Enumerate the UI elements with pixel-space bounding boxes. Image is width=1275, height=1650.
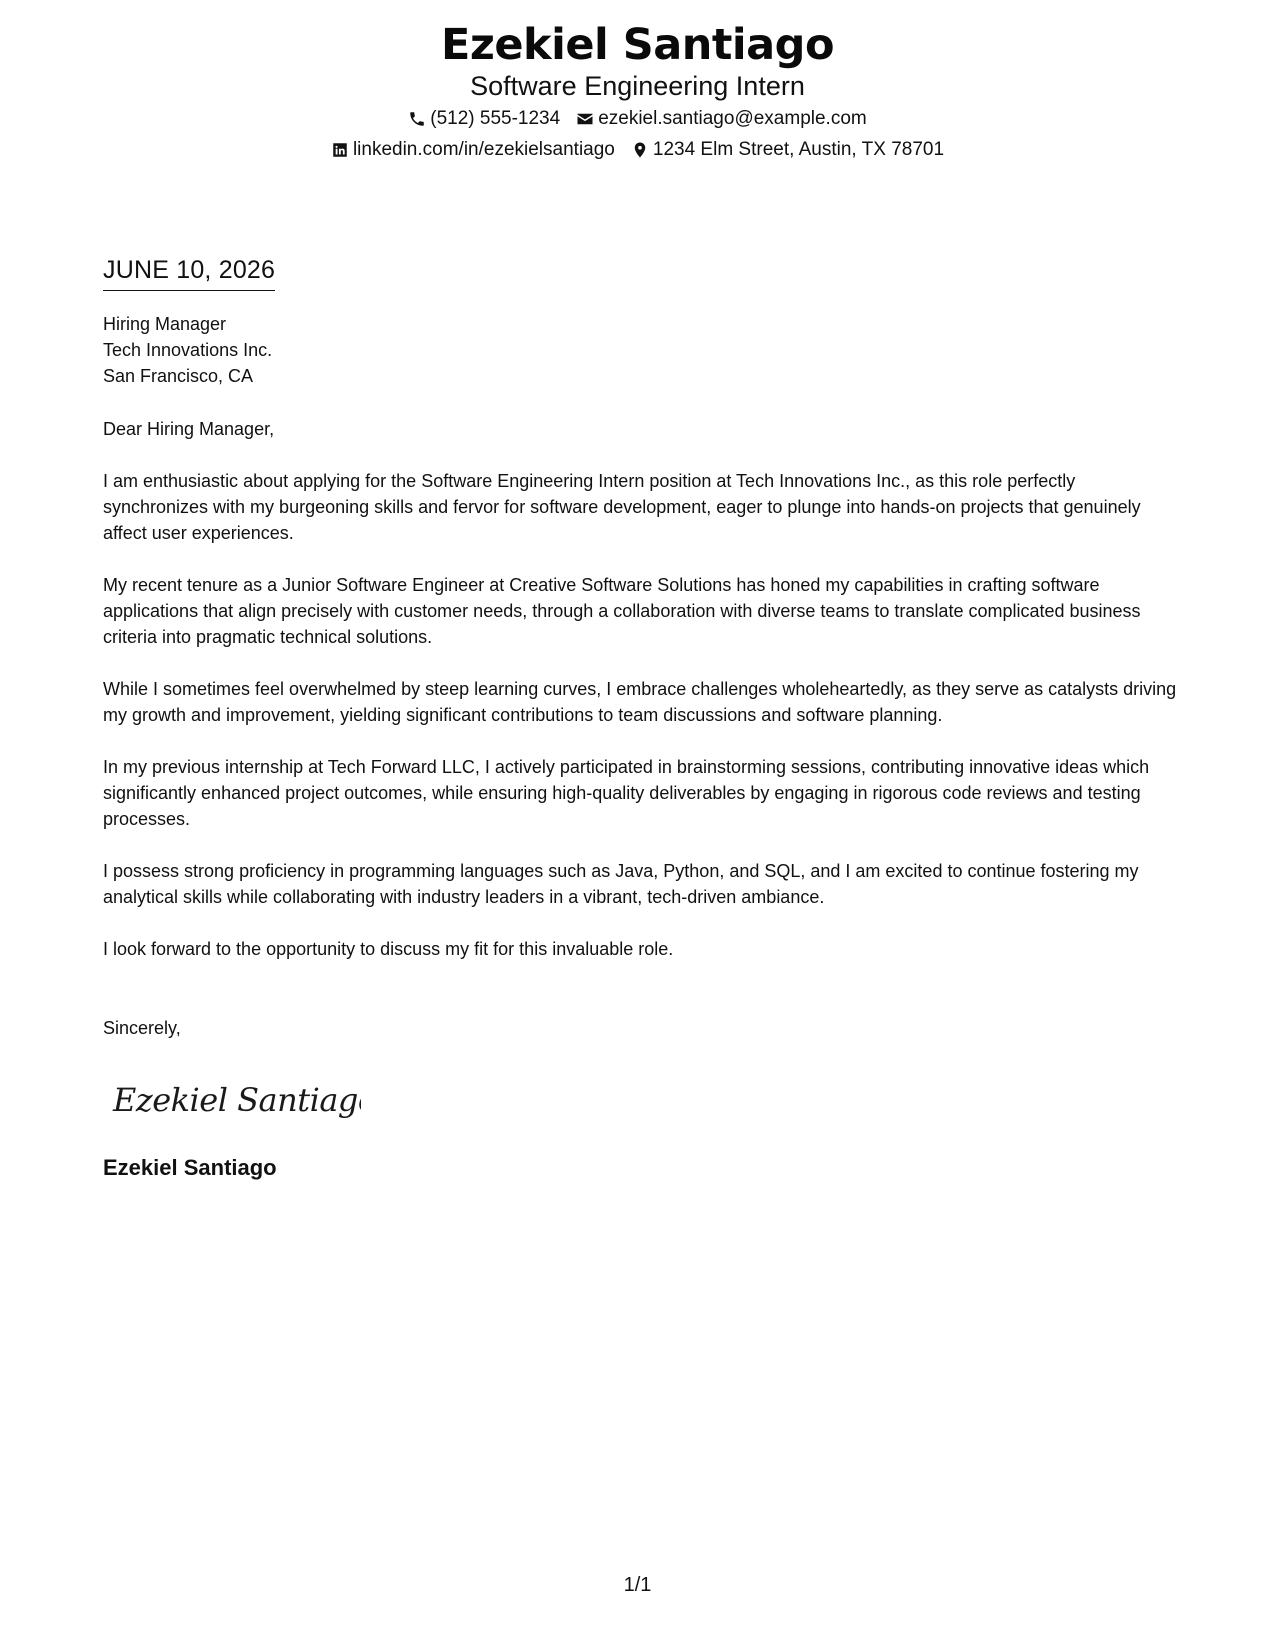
map-pin-icon bbox=[631, 141, 649, 159]
contact-email bbox=[576, 107, 867, 131]
applicant-role: Software Engineering Intern bbox=[470, 71, 805, 101]
recipient-company: Tech Innovations Inc. bbox=[103, 340, 273, 360]
contact-phone bbox=[408, 107, 560, 131]
phone-text: (512) 555-1234 bbox=[430, 108, 561, 129]
letter-header bbox=[0, 18, 1275, 162]
paragraph: I am enthusiastic about applying for the Software Engineering Intern position at Tech Innovations Inc., as this role perfectly synchronizes with my burgeoning skills and fervor for software development, eager to plunge into hands-on projects that genuinely affect user experiences. bbox=[103, 471, 1141, 543]
paragraph: My recent tenure as a Junior Software Engineer at Creative Software Solutions has honed my capabilities in crafting software applications that align precisely with customer needs, through a collaboration with diverse teams to translate complicated business criteria into pragmatic technical solutions. bbox=[103, 575, 1141, 647]
letter-date: JUNE 10, 2026 bbox=[103, 254, 275, 291]
page-number: 1/1 bbox=[623, 1574, 652, 1596]
applicant-name: Ezekiel Santiago bbox=[440, 20, 834, 70]
address-text: 1234 Elm Street, Austin, TX 78701 bbox=[652, 139, 945, 160]
recipient-title: Hiring Manager bbox=[103, 314, 227, 334]
paragraph: I look forward to the opportunity to discuss my fit for this invaluable role. bbox=[103, 939, 674, 959]
contact-row-primary bbox=[0, 107, 1275, 131]
linkedin-icon bbox=[331, 141, 349, 159]
signature-text: Ezekiel Santiago bbox=[113, 1081, 361, 1119]
signed-name: Ezekiel Santiago bbox=[103, 1155, 277, 1180]
phone-icon bbox=[408, 110, 426, 128]
recipient-block bbox=[103, 311, 1183, 389]
closing: Sincerely, bbox=[103, 1018, 181, 1038]
contact-address bbox=[631, 138, 944, 162]
contact-linkedin bbox=[331, 138, 615, 162]
envelope-icon bbox=[576, 110, 594, 128]
paragraph: While I sometimes feel overwhelmed by steep learning curves, I embrace challenges wholeheartedly, as they serve as catalysts driving my growth and improvement, yielding significant contributions to team discussions and software planning. bbox=[103, 679, 1177, 725]
paragraph: I possess strong proficiency in programming languages such as Java, Python, and SQL, and I am excited to continue fostering my analytical skills while collaborating with industry leaders in a vibrant, tech-driven ambiance. bbox=[103, 861, 1139, 907]
linkedin-text: linkedin.com/in/ezekielsantiago bbox=[352, 139, 615, 160]
recipient-location: San Francisco, CA bbox=[103, 366, 254, 386]
salutation: Dear Hiring Manager, bbox=[103, 419, 275, 439]
letter-body bbox=[103, 254, 1183, 1182]
contact-row-secondary bbox=[0, 138, 1275, 162]
email-text: ezekiel.santiago@example.com bbox=[598, 108, 867, 129]
handwritten-signature bbox=[111, 1073, 361, 1125]
paragraph: In my previous internship at Tech Forward LLC, I actively participated in brainstorming sessions, contributing innovative ideas which significantly enhanced project outcomes, while ensuring high-quality deliverables by engaging in rigorous code reviews and testing processes. bbox=[103, 757, 1150, 829]
